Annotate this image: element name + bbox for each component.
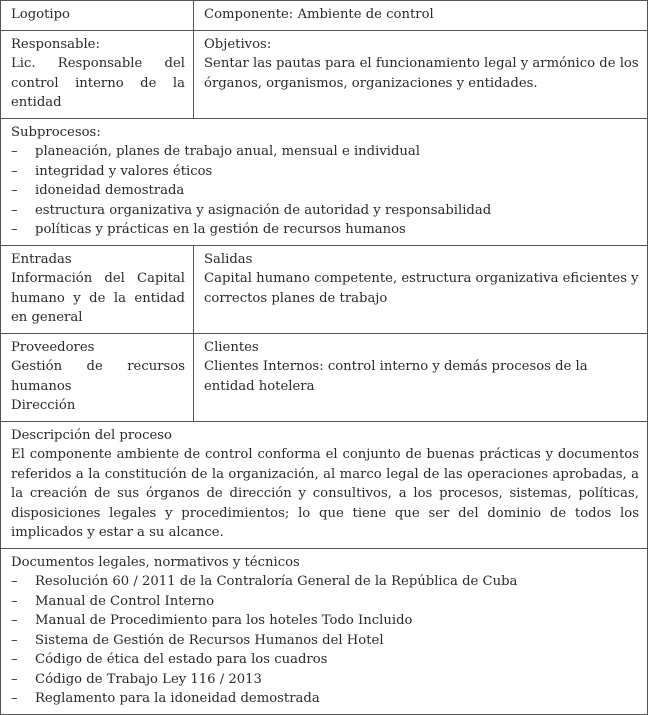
suppliers-label: Proveedores xyxy=(11,339,95,355)
objectives-value: Sentar las pautas para el funcionamiento legal y armónico de los órganos, organismos, organizaciones y entidades. xyxy=(204,56,639,91)
logo-cell xyxy=(1,1,194,31)
suppliers-value: Gestión de recursos humanos xyxy=(11,359,185,394)
list-item: – planeación, planes de trabajo anual, mensual e individual xyxy=(11,142,639,162)
list-item: – Manual de Procedimiento para los hoteles Todo Incluido xyxy=(11,611,639,631)
documents-list xyxy=(11,572,639,709)
responsible-label: Responsable: xyxy=(11,36,100,52)
suppliers-value: Dirección xyxy=(11,398,76,413)
documents-label: Documentos legales, normativos y técnicos xyxy=(11,554,300,570)
description-row xyxy=(1,421,648,548)
clients-cell xyxy=(194,333,648,421)
documents-row xyxy=(1,548,648,714)
component-cell xyxy=(194,1,648,31)
subprocesses-label: Subprocesos: xyxy=(11,124,101,140)
list-item: – Manual de Control Interno xyxy=(11,592,639,612)
outputs-value: Capital humano competente, estructura organizativa eficientes y correctos planes de trabajo xyxy=(204,271,639,306)
list-item: – Código de Trabajo Ley 116 / 2013 xyxy=(11,670,639,690)
description-label: Descripción del proceso xyxy=(11,427,172,443)
responsible-cell xyxy=(1,30,194,118)
responsible-value: Lic. Responsable del control interno de la entidad xyxy=(11,56,185,110)
documents-cell xyxy=(1,548,648,714)
objectives-label: Objetivos: xyxy=(204,36,272,52)
subprocesses-cell xyxy=(1,118,648,245)
inputs-outputs-row xyxy=(1,245,648,333)
list-item: – integridad y valores éticos xyxy=(11,162,639,182)
outputs-cell xyxy=(194,245,648,333)
suppliers-clients-row xyxy=(1,333,648,421)
list-item: – idoneidad demostrada xyxy=(11,181,639,201)
list-item: – Resolución 60 / 2011 de la Contraloría General de la República de Cuba xyxy=(11,572,639,592)
objectives-cell xyxy=(194,30,648,118)
list-item: – políticas y prácticas en la gestión de recursos humanos xyxy=(11,220,639,240)
clients-label: Clientes xyxy=(204,339,259,355)
inputs-label: Entradas xyxy=(11,251,72,267)
outputs-label: Salidas xyxy=(204,251,253,267)
list-item: – Sistema de Gestión de Recursos Humanos del Hotel xyxy=(11,631,639,651)
responsible-row xyxy=(1,30,648,118)
list-item: – Reglamento para la idoneidad demostrada xyxy=(11,689,639,709)
list-item: – estructura organizativa y asignación de autoridad y responsabilidad xyxy=(11,201,639,221)
inputs-value: Información del Capital humano y de la entidad en general xyxy=(11,271,185,325)
clients-value: Clientes Internos: control interno y demás procesos de la entidad hotelera xyxy=(204,359,588,394)
component-title: Componente: Ambiente de control xyxy=(204,7,434,22)
header-row xyxy=(1,1,648,31)
inputs-cell xyxy=(1,245,194,333)
list-item: – Código de ética del estado para los cuadros xyxy=(11,650,639,670)
suppliers-cell xyxy=(1,333,194,421)
description-text: El componente ambiente de control conforma el conjunto de buenas prácticas y documentos referidos a la constitución de la organización, al marco legal de las operaciones aprobadas, a la creación de sus órganos de dirección y consultivos, a los procesos, sistemas, políticas, disposiciones legales y procedimientos; lo que tiene que ser del dominio de todos los implicados y estar a su alcance. xyxy=(11,447,639,540)
description-cell xyxy=(1,421,648,548)
subprocesses-list xyxy=(11,142,639,240)
logo-label: Logotipo xyxy=(11,7,70,22)
subprocesses-row xyxy=(1,118,648,245)
